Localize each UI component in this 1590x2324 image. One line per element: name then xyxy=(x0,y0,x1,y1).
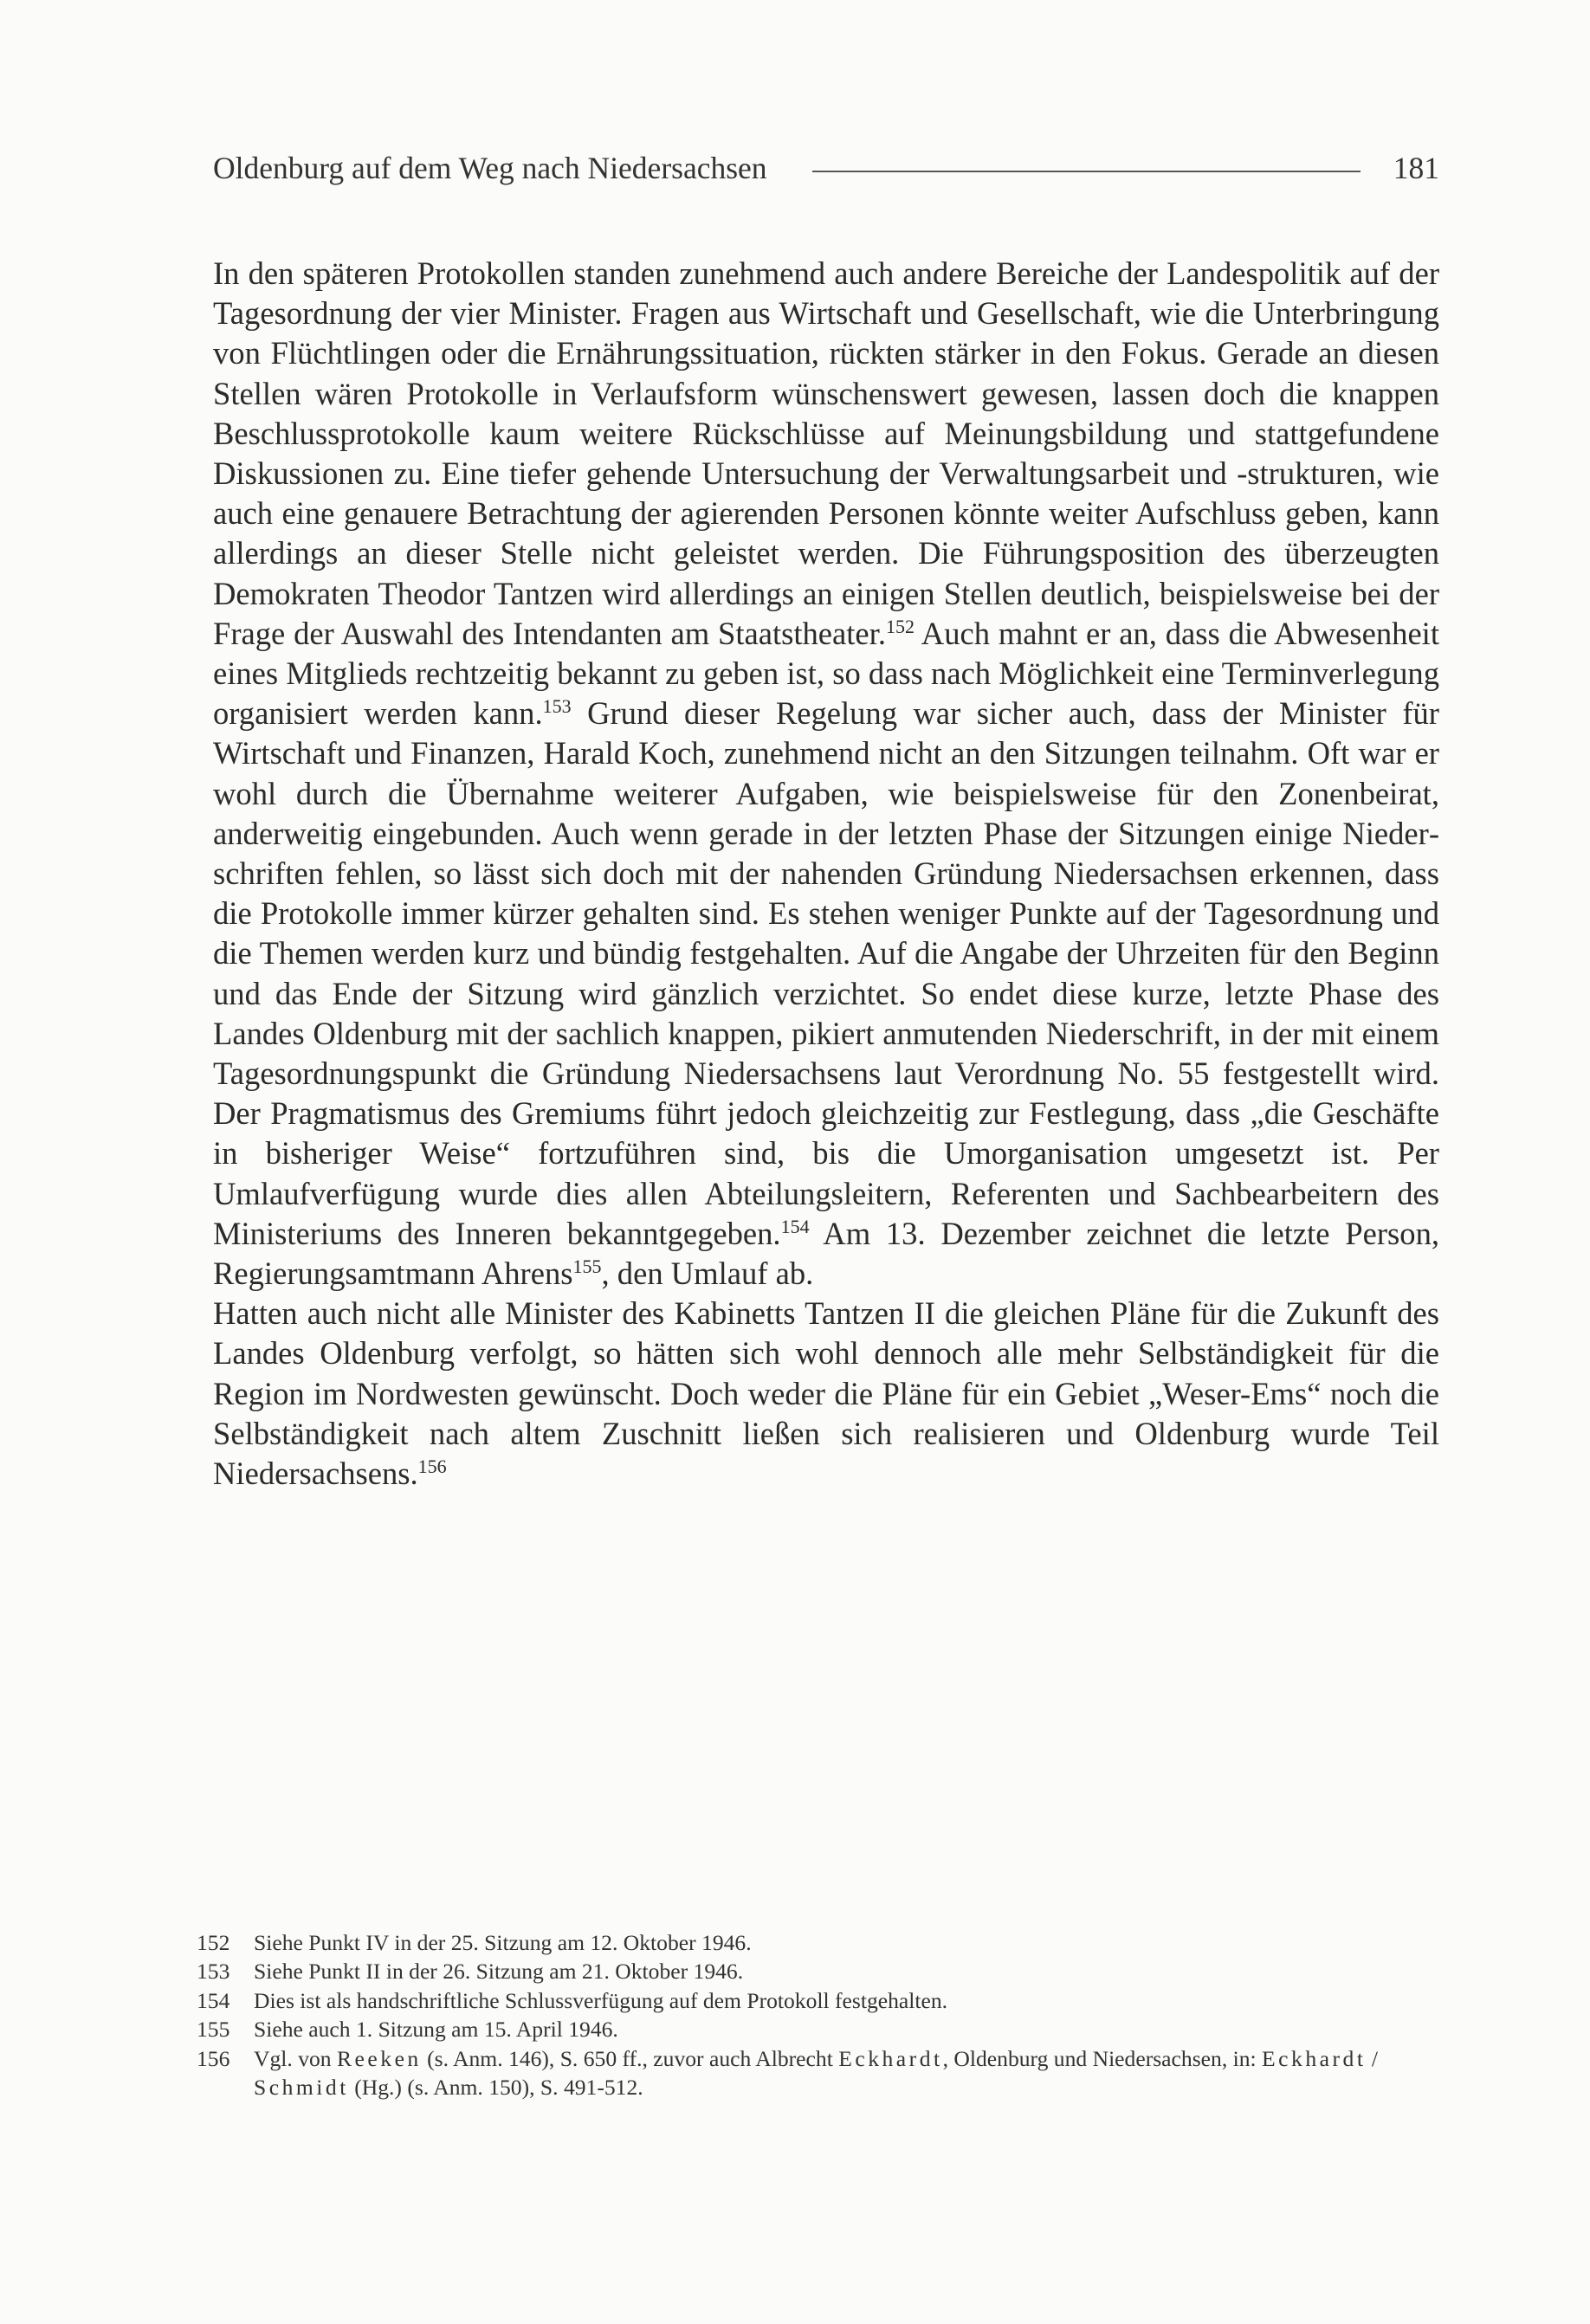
footnote-ref-156: 156 xyxy=(417,1455,447,1477)
text-run: , Oldenburg und Niedersachsen, in: xyxy=(942,2045,1263,2071)
footnote-155 xyxy=(197,2015,1444,2043)
text-run: In den späteren Protokollen standen zunehmend auch andere Bereiche der Landespolitik auf der Tagesordnung der vier Minister. Fragen aus Wirtschaft und Gesellschaft, wie die Unterbringung von Flüchtlingen oder die Ernährungssituation, rückten stärker in den Fokus. Gerade an diesen Stellen wären Protokolle in Verlaufsform wünschenswert gewesen, lassen doch die knappen Beschlussprotokolle kaum weitere Rückschlüsse auf Meinungsbildung und stattgefundene Diskussionen zu. Eine tiefer gehende Untersuchung der Verwaltungsarbeit und -strukturen, wie auch eine genauere Betrachtung der agierenden Personen könnte weiter Aufschluss geben, kann allerdings an dieser Stelle nicht geleistet werden. Die Führungsposition des überzeugten Demokraten Theodor Tantzen wird allerdings an einigen Stellen deutlich, beispielsweise bei der Frage der Auswahl des Intendanten am Staatstheater. xyxy=(213,255,1439,651)
footnote-number: 154 xyxy=(197,1987,230,2013)
footnote-ref-155: 155 xyxy=(572,1255,602,1277)
footnote-153 xyxy=(197,1957,1444,1985)
text-run: Vgl. von xyxy=(254,2045,337,2071)
author-name: Reeken xyxy=(336,2045,422,2071)
footnote-text xyxy=(254,2044,1444,2102)
author-name: Eckhardt xyxy=(1262,2045,1367,2071)
footnote-number: 156 xyxy=(197,2045,230,2071)
running-header xyxy=(213,144,1439,192)
text-run: , den Umlauf ab. xyxy=(601,1256,814,1292)
footnote-number: 152 xyxy=(197,1930,230,1955)
text-run: Hatten auch nicht alle Minister des Kabinetts Tantzen II die gleichen Pläne für die Zukunft des Landes Oldenburg verfolgt, so hätten sich wohl dennoch alle mehr Selbständigkeit für die Region im Nordwesten gewünscht. Doch weder die Pläne für ein Gebiet „Weser-Ems“ noch die Selbständigkeit nach altem Zuschnitt ließen sich realisieren und Oldenburg wurde Teil Niedersachsens. xyxy=(213,1295,1439,1492)
footnote-ref-153: 153 xyxy=(542,695,572,718)
text-run: Auch mahnt er an, dass die Abwesenheit eines Mitglieds rechtzeitig bekannt zu geben ist, so dass nach Möglichkeit eine Terminverlegung organisiert werden kann. xyxy=(213,615,1440,732)
running-title: Oldenburg auf dem Weg nach Niedersachsen xyxy=(213,151,767,185)
author-name: Eckhardt xyxy=(838,2045,943,2071)
paragraph-1 xyxy=(213,254,1439,1294)
footnote-text: Siehe Punkt IV in der 25. Sitzung am 12. Oktober 1946. xyxy=(254,1930,752,1955)
paragraph-2 xyxy=(213,1294,1439,1494)
footnotes xyxy=(197,1928,1444,2101)
page-number: 181 xyxy=(1393,151,1439,185)
footnote-ref-152: 152 xyxy=(885,615,915,637)
footnote-ref-154: 154 xyxy=(780,1215,810,1237)
main-text xyxy=(213,254,1439,1494)
footnote-156 xyxy=(197,2044,1444,2102)
author-name: Schmidt xyxy=(254,2075,349,2101)
text-run: (Hg.) (s. Anm. 150), S. 491-512. xyxy=(348,2075,643,2101)
footnote-154 xyxy=(197,1986,1444,2015)
footnote-text: Dies ist als handschriftliche Schlussverfügung auf dem Protokoll festgehalten. xyxy=(254,1987,948,2013)
footnote-text: Siehe Punkt II in der 26. Sitzung am 21. Oktober 1946. xyxy=(254,1959,744,1985)
text-run: Grund dieser Regelung war sicher auch, dass der Minister für Wirtschaft und Finanzen, Harald Koch, zunehmend nicht an den Sitzungen teilnahm. Oft war er wohl durch die Übernahme weiterer Aufgaben, wie beispielsweise für den Zonenbeirat, anderweitig eingebunden. Auch wenn gerade in der letzten Phase der Sitzungen einige Niederschriften fehlen, so lässt sich doch mit der nahenden Gründung Niedersachsen erkennen, dass die Protokolle immer kürzer gehalten sind. Es stehen weniger Punkte auf der Tagesordnung und die Themen werden kurz und bündig festgehalten. Auf die Angabe der Uhrzeiten für den Beginn und das Ende der Sitzung wird gänzlich verzichtet. So endet diese kurze, letzte Phase des Landes Oldenburg mit der sachlich knappen, pikiert anmutenden Niederschrift, in der mit einem Tagesordnungspunkt die Gründung Niedersachsens laut Verordnung No. 55 festgestellt wird. Der Pragmatismus des Gremiums führt jedoch gleichzeitig zur Festlegung, dass „die Geschäfte in bisheriger Weise“ fortzuführen sind, bis die Umorganisation umgesetzt ist. Per Umlaufverfügung wurde dies allen Abteilungsleitern, Referenten und Sachbearbeitern des Ministeriums des Inneren bekanntgegeben. xyxy=(213,695,1439,1251)
text-run: Am 13. Dezember zeichnet die letzte Person, Regierungsamtmann Ahrens xyxy=(213,1215,1439,1292)
header-rule xyxy=(812,171,1361,172)
text-run: / xyxy=(1366,2045,1378,2071)
footnote-number: 153 xyxy=(197,1959,230,1985)
footnote-number: 155 xyxy=(197,2017,230,2043)
footnote-text: Siehe auch 1. Sitzung am 15. April 1946. xyxy=(254,2017,618,2043)
footnote-152 xyxy=(197,1928,1444,1957)
text-run: (s. Anm. 146), S. 650 ff., zuvor auch Albrecht xyxy=(421,2045,839,2071)
